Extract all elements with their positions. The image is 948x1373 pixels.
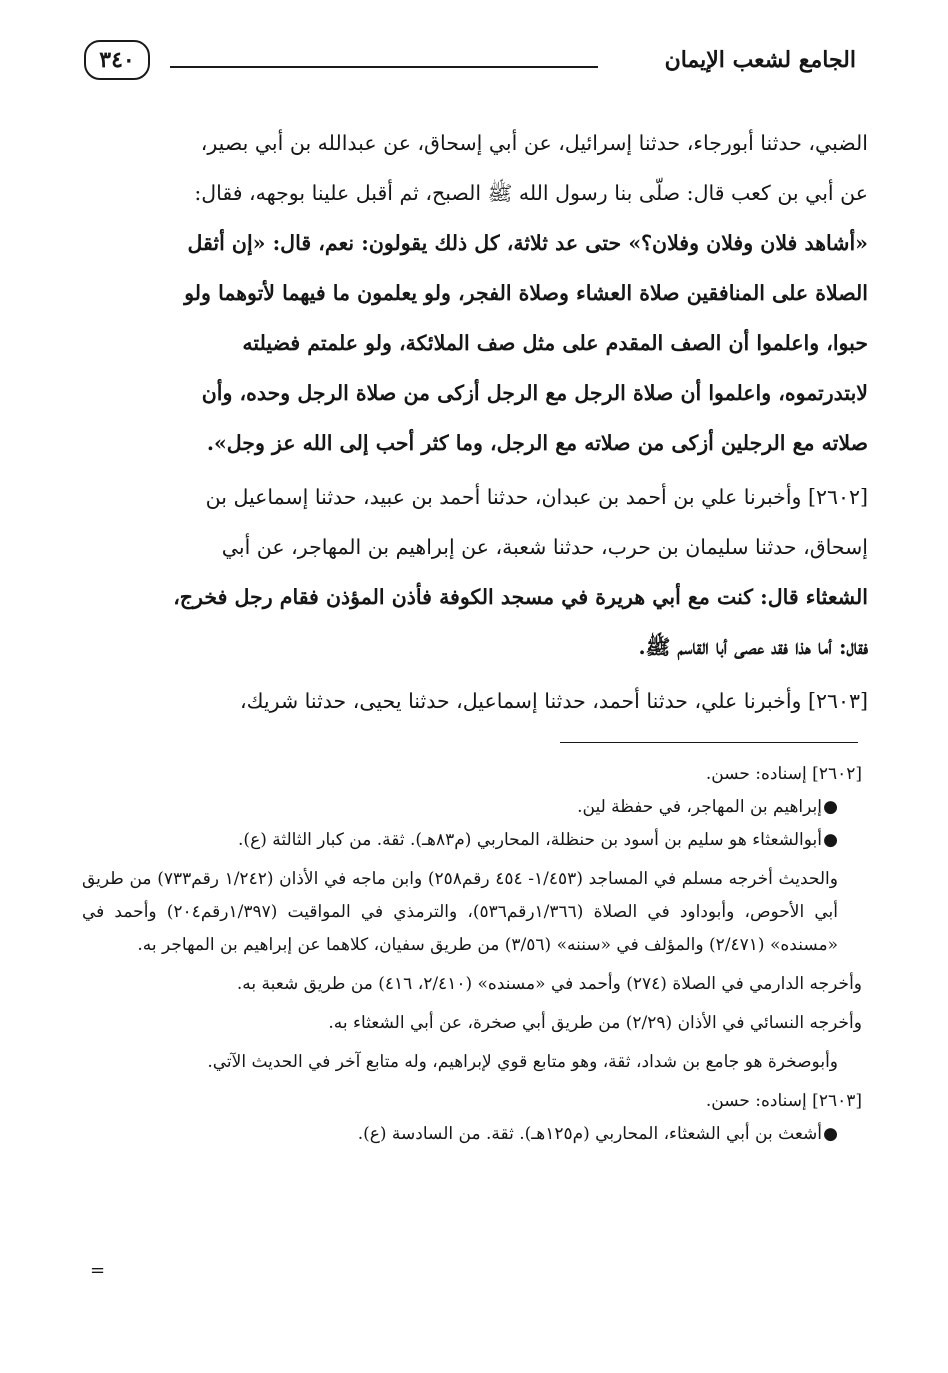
footnote-paragraph: وأخرجه الدارمي في الصلاة (٢٧٤) وأحمد في «مسنده» (٢/٤١٠، ٤١٦) من طريق شعبة به.: [236, 974, 862, 994]
running-title: الجامع لشعب الإيمان: [664, 47, 856, 73]
text-line: فقال: أما هذا فقد عصى أبا القاسم ﷺ.: [638, 635, 868, 659]
footnote-bullet: [82, 791, 862, 824]
continuation-mark: =: [90, 1260, 106, 1281]
text-line: الصلاة على المنافقين صلاة العشاء وصلاة الفجر، ولو يعلمون ما فيهما لأتوهما ولو: [184, 281, 868, 305]
footnote-separator: [560, 742, 858, 743]
footnote-bullet: [82, 1118, 862, 1151]
footnote-bullet-text: إبراهيم بن المهاجر، في حفظة لين.: [577, 797, 822, 817]
text-line: صلاته مع الرجلين أزكى من صلاته مع الرجل، وما كثر أحب إلى الله عز وجل».: [206, 431, 868, 455]
footnote-bullet-text: أشعث بن أبي الشعثاء، المحاربي (م١٢٥هـ). ثقة. من السادسة (ع).: [357, 1124, 822, 1144]
text-line: «أشاهد فلان وفلان وفلان؟» حتى عد ثلاثة، كل ذلك يقولون: نعم، قال: «إن أثقل: [187, 231, 868, 255]
text-line: [٢٦٠٢] وأخبرنا علي بن أحمد بن عبدان، حدثنا أحمد بن عبيد، حدثنا إسماعيل بن: [205, 485, 868, 509]
text-line: عن أبي بن كعب قال: صلّى بنا رسول الله ﷺ الصبح، ثم أقبل علينا بوجهه، فقال:: [194, 181, 868, 205]
footnotes: [82, 758, 862, 1151]
bullet-icon: ●: [823, 797, 838, 817]
main-text: [80, 118, 868, 726]
footnote-bullet: [82, 824, 862, 857]
footnote-bullet-text: أبوالشعثاء هو سليم بن أسود بن حنظلة، المحاربي (م٨٣هـ). ثقة. من كبار الثالثة (ع).: [238, 830, 822, 850]
text-line: الضبي، حدثنا أبورجاء، حدثنا إسرائيل، عن أبي إسحاق، عن عبدالله بن أبي بصير،: [200, 131, 868, 155]
footnote-paragraph: والحديث أخرجه مسلم في المساجد (١/٤٥٣- ٤٥٤ رقم٢٥٨) وابن ماجه في الأذان (١/٢٤٢ رقم٧٣٣) من طريق أبي الأحوص، وأبوداود في الصلاة (١/٣٦٦رقم٥٣٦)، والترمذي في المواقيت (١/٣٩٧رقم٢٠٤) وأحمد في «مسنده» (٢/٤٧١) والمؤلف في «سننه» (٣/٥٦) من طريق سفيان، كلاهما عن إبراهيم بن المهاجر به.: [82, 869, 838, 955]
header-rule: [170, 66, 598, 68]
text-line: إسحاق، حدثنا سليمان بن حرب، حدثنا شعبة، عن إبراهيم بن المهاجر، عن أبي: [221, 535, 868, 559]
footnote-heading: [٢٦٠٣] إسناده: حسن.: [705, 1091, 862, 1111]
footnote-paragraph: وأخرجه النسائي في الأذان (٢/٢٩) من طريق أبي صخرة، عن أبي الشعثاء به.: [328, 1013, 862, 1033]
page-header: [84, 34, 856, 100]
bullet-icon: ●: [823, 830, 838, 850]
bullet-icon: ●: [823, 1124, 838, 1144]
text-line: [٢٦٠٣] وأخبرنا علي، حدثنا أحمد، حدثنا إسماعيل، حدثنا يحيى، حدثنا شريك،: [240, 689, 868, 713]
footnote-paragraph: وأبوصخرة هو جامع بن شداد، ثقة، وهو متابع قوي لإبراهيم، وله متابع آخر في الحديث الآتي.: [207, 1052, 838, 1072]
text-line: لابتدرتموه، واعلموا أن صلاة الرجل مع الرجل أزكى من صلاة الرجل وحده، وأن: [201, 381, 868, 405]
footnote-heading: [٢٦٠٢] إسناده: حسن.: [705, 764, 862, 784]
text-line: حبوا، واعلموا أن الصف المقدم على مثل صف الملائكة، ولو علمتم فضيلته: [242, 331, 868, 355]
page-number: ٣٤٠: [84, 40, 150, 80]
text-line: الشعثاء قال: كنت مع أبي هريرة في مسجد الكوفة فأذن المؤذن فقام رجل فخرج،: [173, 585, 868, 609]
